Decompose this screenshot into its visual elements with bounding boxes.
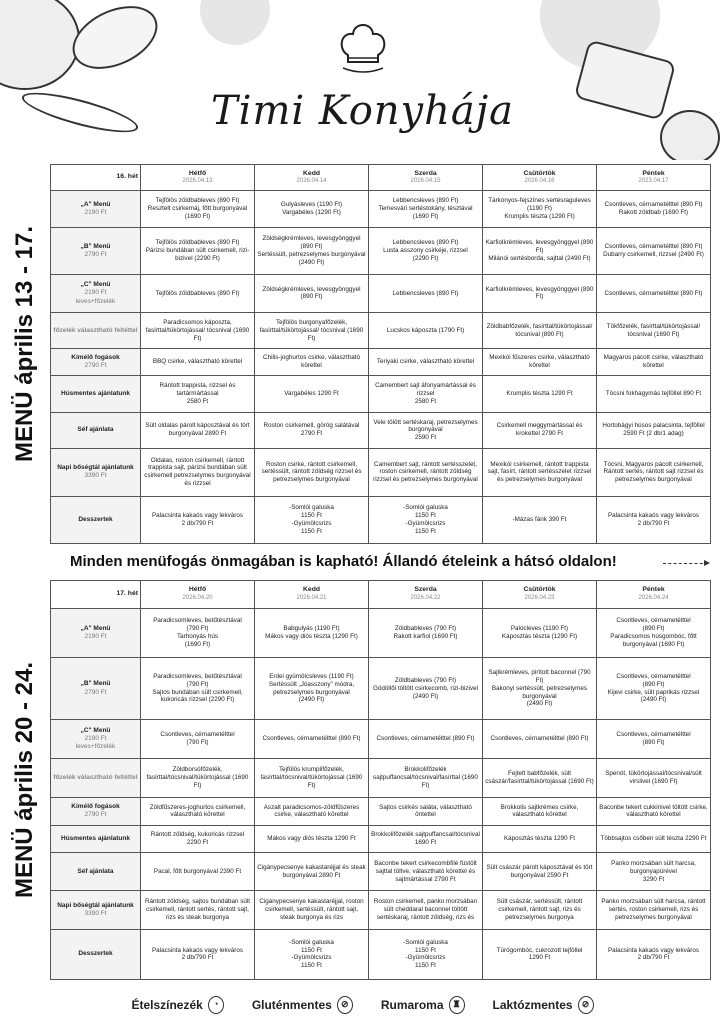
row-label-price: 2790 Ft	[84, 688, 107, 696]
menu-cell: Rántott zöldség, kukoricás rizzsel 2290 Ft	[141, 825, 255, 852]
menu-cell: -Somlói galuska 1150 Ft -Gyümölcsrizs 1150 Ft	[369, 496, 483, 543]
arrow-right-icon	[663, 563, 708, 564]
menu-cell: Gulyásleves (1190 Ft) Vargabéles (1290 Ft)	[255, 191, 369, 228]
menu-cell: Palócleves (1190 Ft) Káposztás tészta (1290 Ft)	[483, 608, 597, 658]
week1-menu-table	[50, 164, 711, 544]
rum-aroma-icon: ♜	[449, 996, 465, 1014]
row-label	[51, 496, 141, 543]
menu-cell: Krumplis tészta 1290 Ft	[483, 375, 597, 412]
row-label-price: 2190 Ft	[84, 289, 107, 297]
menu-cell: Hortobágyi húsos palacsinta, tejföllel 2590 Ft (2 db/1 adag)	[597, 412, 711, 449]
row-label	[51, 797, 141, 825]
row-label-name: Desszertek	[78, 950, 113, 958]
menu-cell: Brokkolifőzelék sajtpuffancsal/tócsnival/fasírttal (1690 Ft)	[369, 759, 483, 798]
menu-cell: Karfiolkrémleves, levesgyönggyel (890 Ft) Milánói sertésborda, sajttal (2490 Ft)	[483, 227, 597, 274]
row-label-name: Húsmentes ajánlatunk	[61, 834, 130, 842]
row-label-price: 2190 Ft	[84, 208, 107, 216]
chef-hat-icon	[338, 20, 388, 75]
menu-cell: Spenót, tükörtojással/tócsnival/sült virslivel (1690 Ft)	[597, 759, 711, 798]
row-label	[51, 227, 141, 274]
menu-cell: Csontleves, cérnametélttel (890 Ft) Dubarry csirkemell, rizzsel (2490 Ft)	[597, 227, 711, 274]
menu-cell: Magyaros pácolt csirke, választható körettel	[597, 349, 711, 376]
menu-cell: Tejfölös burgonyafőzelék, fasírttal/tükörtojással/ tócsnival (1690 Ft)	[255, 312, 369, 349]
menu-cell: Roston csirke, rántott csirkemell, sertéssült, rántott zöldség rizzsel és petrezselymes burgonyával	[255, 449, 369, 496]
day-name: Péntek	[642, 586, 665, 594]
menu-row	[51, 312, 711, 349]
row-label	[51, 759, 141, 798]
row-label-name: Napi bőségtál ajánlatunk	[57, 464, 134, 472]
menu-row	[51, 608, 711, 658]
row-label-name: Kímélő fogások	[71, 803, 120, 811]
menu-cell: Zöldségkrémleves, levesgyönggyel (890 Ft) Sertéssült, petrezselymes burgonyával (2490 Ft)	[255, 227, 369, 274]
menu-cell: Csontleves, cérnametélttel (890 Ft)	[597, 275, 711, 313]
menu-cell: -Somlói galuska 1150 Ft -Gyümölcsrizs 1150 Ft	[255, 496, 369, 543]
day-header	[597, 581, 711, 609]
legend	[0, 990, 725, 1020]
day-name: Szerda	[414, 586, 437, 594]
week-number: 16. hét	[51, 165, 141, 191]
day-header	[141, 581, 255, 609]
day-name: Hétfő	[188, 169, 207, 177]
menu-cell: Brokkolis sajtkrémes csirke, választható körettel	[483, 797, 597, 825]
row-label-name: főzelék választható feltéttel	[53, 774, 138, 782]
row-label-price: 2190 Ft	[84, 632, 107, 640]
menu-cell: Teriyaki csirke, választható körettel	[369, 349, 483, 376]
menu-row	[51, 929, 711, 979]
menu-cell: -Somlói galuska 1150 Ft -Gyümölcsrizs 1150 Ft	[369, 929, 483, 979]
legend-item-food-coloring: Ételszínezék ◔	[131, 996, 223, 1014]
menu-cell: Mákos vagy diós tészta 1290 Ft	[255, 825, 369, 852]
row-label-name: főzelék választható feltéttel	[53, 326, 138, 334]
menu-cell: Pacal, főtt burgonyával 2390 Ft	[141, 852, 255, 891]
tomato-illustration	[0, 0, 80, 90]
row-label-price: 2790 Ft	[84, 811, 107, 819]
page-title: Timi Konyhája	[210, 88, 515, 134]
menu-row	[51, 891, 711, 930]
menu-cell: Karfiolkrémleves, levesgyönggyel (890 Ft)	[483, 275, 597, 313]
menu-row	[51, 449, 711, 496]
menu-cell: Chilis-joghurtos csirke, választható körettel	[255, 349, 369, 376]
menu-cell: Camembert sajt áfonyamártással és rizzsel 2580 Ft	[369, 375, 483, 412]
menu-cell: Lebbencsleves (890 Ft) Temesvári sertéstokány, tésztával (1690 Ft)	[369, 191, 483, 228]
row-label	[51, 191, 141, 228]
row-label-price: 2190 Ft	[84, 735, 107, 743]
row-label-name: „A" Menü	[80, 624, 111, 632]
row-label-name: Húsmentes ajánlatunk	[61, 389, 130, 397]
menu-cell: Brokkolifőzelék sajtpuffancsal/tócsnival 1690 Ft	[369, 825, 483, 852]
day-header	[369, 581, 483, 609]
menu-cell: Csontleves, cérnametélttel (890 Ft)	[369, 719, 483, 759]
row-label	[51, 891, 141, 930]
menu-row	[51, 275, 711, 313]
menu-cell: Oldalas, roston csirkemell, rántott trappista sajt, párizsi bundában sült csirkemell petrezselymes burgonyával és rizzsel	[141, 449, 255, 496]
menu-cell: Tárkonyos-fejszínes sertésraguleves (1190 Ft) Krumplis tészta (1290 Ft)	[483, 191, 597, 228]
menu-cell: Mexikói csirkemell, rántott trappista sajt, fasírt, rántott sertésszelet rizzsel és petrezselymes burgonyával	[483, 449, 597, 496]
day-date: 2026.04.22	[410, 594, 441, 601]
week-number: 17. hét	[51, 581, 141, 609]
menu-cell: Cigánypecsenye kakastaréjjal, roston csirkemell, sertéssült, rántott sajt, steak burgonya és rizs	[255, 891, 369, 930]
menu-cell: Sült oldalas párolt káposztával és tört burgonyával 2890 Ft	[141, 412, 255, 449]
menu-cell: Vargabéles 1290 Ft	[255, 375, 369, 412]
menu-cell: Lebbencsleves (890 Ft)	[369, 275, 483, 313]
menu-cell: Mexikói fűszeres csirke, választható körettel	[483, 349, 597, 376]
menu-row	[51, 825, 711, 852]
row-label-name: „A" Menü	[80, 200, 111, 208]
header-decoration	[0, 0, 725, 160]
menu-row	[51, 852, 711, 891]
menu-cell: Tócsni, Magyaros pácolt csirkemell, Rántott sertés, rántott sajt rizzsel és petrezselymes burgonyával	[597, 449, 711, 496]
row-label	[51, 658, 141, 719]
menu-cell: Tejfölös zöldbableves (890 Ft)	[141, 275, 255, 313]
menu-cell: Csontleves, cérnametélttel (890 Ft) Kijevi csirke, sült paprikás rizzsel (2490 Ft)	[597, 658, 711, 719]
legend-item-rum-aroma: Rumaroma ♜	[381, 996, 465, 1014]
row-label-name: Séf ajánlata	[77, 867, 114, 875]
row-label-name: Desszertek	[78, 515, 113, 523]
legend-item-gluten-free: Gluténmentes ⊘	[252, 996, 353, 1014]
day-date: 2026.04.13	[182, 178, 213, 185]
notice-banner: Minden menüfogás önmagában is kapható! Állandó ételeink a hátsó oldalon!	[70, 553, 617, 570]
menu-row	[51, 496, 711, 543]
legend-item-lactose-free: Laktózmentes ⊘	[493, 996, 594, 1014]
menu-cell: BBQ csirke, választható körettel	[141, 349, 255, 376]
menu-cell: Zöldborsófőzelék, fasírttal/tócsnival/tükörtojással (1690 Ft)	[141, 759, 255, 798]
menu-cell: Palacsinta kakaós vagy lekváros 2 db/790 Ft	[141, 496, 255, 543]
menu-cell: Rántott trappista, rizzsel és tartármártással 2580 Ft	[141, 375, 255, 412]
menu-cell: Tejfölös zöldbableves (890 Ft) Resztelt csirkemáj, főtt burgonyával (1690 Ft)	[141, 191, 255, 228]
row-label-name: Napi bőségtál ajánlatunk	[57, 902, 134, 910]
menu-cell: Tejfölös krumplifőzelék, fasírttal/tócsnival/tükörtojással (1690 Ft)	[255, 759, 369, 798]
row-label-price: 3390 Ft	[84, 472, 107, 480]
menu-cell: Tócsni fokhagymás tejföllel 890 Ft	[597, 375, 711, 412]
menu-cell: Sajtkrémleves, pirított baconnel (790 Ft) Bakonyi sertéssült, petrezselymes burgonyával (2490 Ft)	[483, 658, 597, 719]
menu-cell: Palacsinta kakaós vagy lekváros 2 db/790 Ft	[141, 929, 255, 979]
row-label	[51, 719, 141, 759]
menu-cell: Csirkemell meggymártással és krokettel 2790 Ft	[483, 412, 597, 449]
menu-row	[51, 719, 711, 759]
day-date: 2026.04.24	[638, 594, 669, 601]
row-label-name: „C" Menü	[80, 726, 111, 734]
day-name: Csütörtök	[523, 169, 556, 177]
menu-row	[51, 191, 711, 228]
food-coloring-icon: ◔	[208, 996, 224, 1014]
menu-cell: Zöldbabfőzelék, fasírttal/tükörtojással/ tócsnival (890 Ft)	[483, 312, 597, 349]
menu-row	[51, 412, 711, 449]
menu-cell: Panko morzsában sült harcsa, rántott sertés, roston csirkemell, rizs és petrezselymes burgonyával	[597, 891, 711, 930]
header-row	[51, 581, 711, 609]
row-label	[51, 825, 141, 852]
menu-cell: Panko morzsában sült harcsa, burgonyapürével 3290 Ft	[597, 852, 711, 891]
menu-cell: Zöldbableves (790 Ft) Rakott karfiol (1690 Ft)	[369, 608, 483, 658]
menu-cell: -Mázas fánk 390 Ft	[483, 496, 597, 543]
lactose-free-icon: ⊘	[578, 996, 594, 1014]
menu-cell: -Somlói galuska 1150 Ft -Gyümölcsrizs 1150 Ft	[255, 929, 369, 979]
menu-cell: Tökfőzelék, fasírttal/tükörtojással/ tócsnival (1690 Ft)	[597, 312, 711, 349]
day-date: 2026.04.14	[296, 178, 327, 185]
row-label-price: 2790 Ft	[84, 250, 107, 258]
row-label-extra: leves+főzelék	[75, 743, 116, 751]
day-header	[483, 165, 597, 191]
gluten-free-icon: ⊘	[337, 996, 353, 1014]
pepper-illustration	[63, 0, 168, 81]
week1-side-label: MENÜ április 13 - 17.	[11, 225, 38, 463]
day-name: Kedd	[303, 169, 320, 177]
menu-row	[51, 375, 711, 412]
menu-row	[51, 227, 711, 274]
week2-menu-table	[50, 580, 711, 980]
menu-cell: Rántott zöldség, sajtos bundában sült csirkemell, rántott sertés, rántott sajt, rizs és steak burgonya	[141, 891, 255, 930]
menu-row	[51, 759, 711, 798]
menu-cell: Fejtett babfőzelék, sült császár/fasírttal/tükörtojással (1690 Ft)	[483, 759, 597, 798]
menu-cell: Palacsinta kakaós vagy lekváros 2 db/790 Ft	[597, 496, 711, 543]
menu-row	[51, 797, 711, 825]
menu-cell: Vele tölött sertéskaraj, petrezselymes burgonyával 2590 Ft	[369, 412, 483, 449]
day-header	[369, 165, 483, 191]
menu-cell: Zöldségkrémleves, levesgyönggyel (890 Ft)	[255, 275, 369, 313]
row-label-extra: leves+főzelék	[75, 297, 116, 305]
menu-cell: Paradicsomleves, betűtésztával (790 Ft) Sajtos bundában sült csirkemell, kukoricás rizzsel (2290 Ft)	[141, 658, 255, 719]
menu-cell: Csontleves, cérnametélttel (890 Ft)	[483, 719, 597, 759]
day-date: 2023.04.17	[638, 178, 669, 185]
row-label	[51, 275, 141, 313]
row-label	[51, 375, 141, 412]
menu-cell: Babgulyás (1190 Ft) Mákos vagy diós tészta (1290 Ft)	[255, 608, 369, 658]
row-label	[51, 349, 141, 376]
menu-cell: Sült császár párolt káposztával és tört burgonyával 2590 Ft	[483, 852, 597, 891]
row-label	[51, 449, 141, 496]
day-name: Csütörtök	[523, 586, 556, 594]
menu-row	[51, 658, 711, 719]
day-name: Kedd	[303, 586, 320, 594]
menu-cell: Erdei gyümölcsleves (1190 Ft) Sertéssült „Jóasszony" módra, petrezselymes burgonyával (2490 Ft)	[255, 658, 369, 719]
menu-cell: Tejfölös zöldbableves (890 Ft) Párizsi bundában sült csirkemell, rizi-bizivel (2290 Ft)	[141, 227, 255, 274]
row-label-name: Kímélő fogások	[71, 354, 120, 362]
menu-cell: Lucskos káposzta (1790 Ft)	[369, 312, 483, 349]
row-label-price: 3390 Ft	[84, 910, 107, 918]
menu-cell: Többsajtos csőben sült tészta 2290 Ft	[597, 825, 711, 852]
menu-cell: Baconbe tekert csirkecombfilé füstölt sajttal töltve, választható körettel és sajtmártással 2790 Ft	[369, 852, 483, 891]
row-label-price: 2790 Ft	[84, 362, 107, 370]
menu-cell: Sajtos csirkés saláta, választható öntettel	[369, 797, 483, 825]
row-label	[51, 852, 141, 891]
menu-row	[51, 349, 711, 376]
menu-cell: Csontleves, cérnametélttel (790 Ft)	[141, 719, 255, 759]
header-row	[51, 165, 711, 191]
day-date: 2026.04.21	[296, 594, 327, 601]
row-label-name: Séf ajánlata	[77, 426, 114, 434]
menu-cell: Csontleves, cérnametélttel (890 Ft)	[255, 719, 369, 759]
row-label-name: „C" Menü	[80, 281, 111, 289]
menu-cell: Túrógombóc, cukrozott tejföllel 1290 Ft	[483, 929, 597, 979]
menu-cell: Sült császár, sertéssült, rántott csirkemell, rántott sajt, rizs és petrezselymes burgonya	[483, 891, 597, 930]
menu-cell: Cigánypecsenye kakastaréjjal és steak burgonyával 2890 Ft	[255, 852, 369, 891]
day-date: 2026.04.16	[524, 178, 555, 185]
menu-cell: Csontleves, cérnametélttel (890 Ft)	[597, 719, 711, 759]
menu-cell: Roston csirkemell, panko morzsában sült cheddaral baconnel töltött sertéskaraj, rántott zöldség, rizs és	[369, 891, 483, 930]
menu-cell: Lebbencsleves (890 Ft) Lusta asszony csirkéje, rizzsel (2290 Ft)	[369, 227, 483, 274]
menu-cell: Aszalt paradicsomos-zöldfűszeres csirke, választható körettel	[255, 797, 369, 825]
day-header	[141, 165, 255, 191]
row-label	[51, 608, 141, 658]
onion-illustration	[200, 0, 270, 45]
row-label	[51, 412, 141, 449]
day-date: 2026.04.15	[410, 178, 441, 185]
day-date: 2026.04.23	[524, 594, 555, 601]
row-label	[51, 312, 141, 349]
menu-cell: Zöldbableves (790 Ft) Gödöllői töltött csirkecomb, rizi-bizivel (2490 Ft)	[369, 658, 483, 719]
row-label-name: „B" Menü	[80, 680, 111, 688]
row-label	[51, 929, 141, 979]
menu-cell: Palacsinta kakaós vagy lekváros 2 db/790 Ft	[597, 929, 711, 979]
menu-cell: Csontleves, cérnametélttel (890 Ft) Paradicsomos húsgombóc, főtt burgonyával (1690 Ft)	[597, 608, 711, 658]
day-header	[255, 581, 369, 609]
day-header	[255, 165, 369, 191]
day-name: Péntek	[642, 169, 665, 177]
row-label-name: „B" Menü	[80, 242, 111, 250]
day-header	[597, 165, 711, 191]
day-date: 2026.04.20	[182, 594, 213, 601]
menu-cell: Káposztás tészta 1290 Ft	[483, 825, 597, 852]
menu-cell: Paradicsomleves, betűtésztával (790 Ft) Tarhonyás hús (1690 Ft)	[141, 608, 255, 658]
menu-cell: Zöldfűszeres-joghurtos csirkemell, választható körettel	[141, 797, 255, 825]
menu-cell: Roston csirkemell, görög salátával 2790 Ft	[255, 412, 369, 449]
day-name: Hétfő	[188, 586, 207, 594]
week2-side-label: MENÜ április 20 - 24.	[11, 661, 38, 899]
menu-cell: Paradicsomos káposzta, fasírttal/tükörtojással/ tócsnival (1690 Ft)	[141, 312, 255, 349]
menu-cell: Camembert sajt, rántott sertésszelet, roston csirkemell, rántott zöldség rizzsel és petrezselymes burgonyával	[369, 449, 483, 496]
menu-cell: Baconbe tekert cukkinivel töltött csirke, választható körettel	[597, 797, 711, 825]
day-header	[483, 581, 597, 609]
day-name: Szerda	[414, 169, 437, 177]
menu-cell: Csontleves, cérnametélttel (890 Ft) Rakott zöldbab (1690 Ft)	[597, 191, 711, 228]
